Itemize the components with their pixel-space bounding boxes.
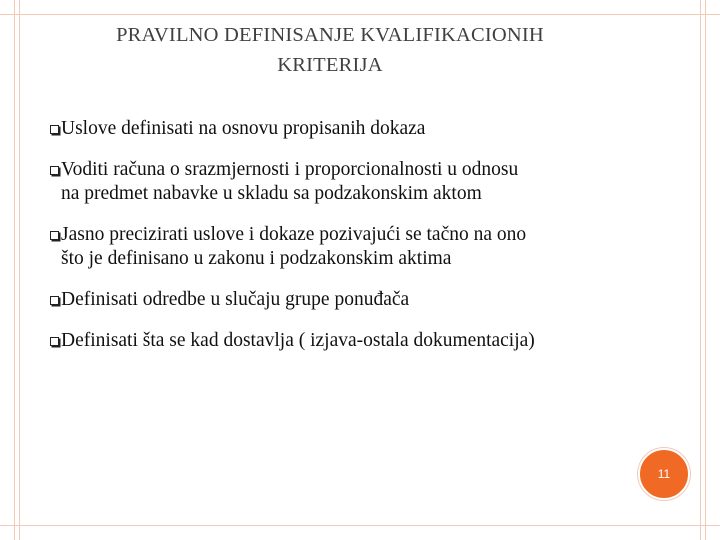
bullet-text: Jasno precizirati uslove i dokaze pozivajući se tačno na ono (61, 224, 527, 245)
bullet-text: Uslove definisati na osnovu propisanih dokaza (61, 118, 426, 139)
hollow-square-bullet-icon (50, 296, 59, 305)
hollow-square-bullet-icon (50, 337, 59, 346)
top-decorative-rule (0, 14, 720, 15)
left-decorative-rule (14, 0, 15, 540)
hollow-square-bullet-icon (50, 125, 59, 134)
bullet-item (50, 158, 670, 206)
bullet-list (50, 117, 670, 353)
bullet-item (50, 117, 670, 141)
slide-title-line-1: PRAVILNO DEFINISANJE KVALIFIKACIONIH (116, 24, 544, 46)
bottom-decorative-rule (0, 525, 720, 526)
right-decorative-rule-inner (700, 0, 701, 540)
slide-title (60, 20, 600, 80)
bullet-text: Voditi računa o srazmjernosti i proporcionalnosti u odnosu (61, 159, 519, 180)
page-number-badge: 11 (638, 448, 690, 500)
slide-title-line-2: KRITERIJA (277, 54, 383, 76)
bullet-item (50, 288, 670, 312)
right-decorative-rule (705, 0, 706, 540)
hollow-square-bullet-icon (50, 166, 59, 175)
bullet-item (50, 329, 670, 353)
bullet-item (50, 223, 670, 271)
bullet-text: Definisati odredbe u slučaju grupe ponuđača (61, 289, 410, 310)
bullet-text: Definisati šta se kad dostavlja ( izjava-ostala dokumentacija) (61, 330, 535, 351)
bullet-text-continued: na predmet nabavke u skladu sa podzakonskim aktom (61, 183, 482, 204)
bullet-text-continued: što je definisano u zakonu i podzakonskim aktima (61, 248, 452, 269)
hollow-square-bullet-icon (50, 231, 59, 240)
left-decorative-rule-inner (19, 0, 20, 540)
